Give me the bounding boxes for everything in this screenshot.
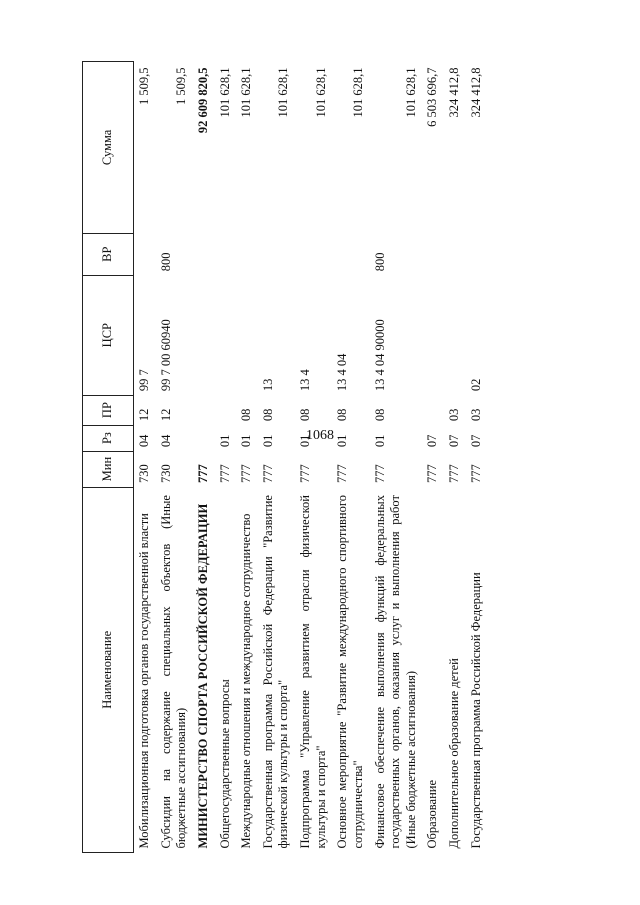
cell-sum: 1 509,5 [174, 67, 189, 105]
cell-csr: 99 7 00 60940 [158, 319, 173, 392]
cell-vr [215, 233, 237, 275]
cell-name: Образование [425, 779, 440, 849]
table-row [422, 62, 444, 853]
table-row [236, 62, 258, 853]
cell-pr: 08 [372, 408, 387, 422]
table-row [295, 62, 332, 853]
cell-rz: 01 [260, 434, 275, 448]
cell-min: 777 [447, 464, 461, 484]
table-row [444, 62, 466, 853]
cell-pr [422, 395, 444, 425]
cell-min: 730 [137, 464, 151, 484]
cell-vr [332, 233, 369, 275]
cell-vr [193, 233, 215, 275]
cell-name: Субсидии на содержание специальных объектов (Иные бюджетные ассигнования) [158, 495, 189, 849]
cell-sum: 1 509,5 [137, 67, 151, 105]
table-row [215, 62, 237, 853]
cell-min: 730 [158, 464, 173, 484]
header-pr: ПР [83, 395, 134, 425]
table-row [134, 62, 156, 853]
table-header-row [83, 62, 134, 853]
table-row [193, 62, 215, 853]
cell-vr [466, 233, 488, 275]
header-name: Наименование [83, 487, 134, 852]
cell-csr [444, 275, 466, 395]
cell-rz: 01 [372, 434, 387, 448]
cell-min: 777 [468, 464, 483, 484]
cell-rz: 07 [447, 434, 461, 448]
table-row [466, 62, 488, 853]
header-csr: ЦСР [83, 275, 134, 395]
header-min: Мин [83, 451, 134, 487]
cell-vr [295, 233, 332, 275]
cell-csr: 13 4 04 [335, 353, 350, 392]
cell-vr: 800 [372, 252, 387, 272]
cell-csr [422, 275, 444, 395]
cell-csr: 13 4 [298, 369, 312, 392]
cell-pr: 08 [298, 408, 312, 422]
header-vr: ВР [83, 233, 134, 275]
cell-pr: 08 [260, 408, 275, 422]
cell-vr [134, 233, 156, 275]
cell-vr [258, 233, 295, 275]
cell-csr: 02 [468, 378, 483, 392]
cell-rz [193, 425, 215, 451]
cell-sum: 324 412,8 [447, 67, 461, 118]
table-row [332, 62, 369, 853]
cell-name: Финансовое обеспечение выполнения функций федеральных государственных органов, оказания услуг и выполнения работ (Иные бюджетные ассигнования) [372, 495, 418, 849]
header-rz: Рз [83, 425, 134, 451]
cell-min: 777 [425, 464, 440, 484]
cell-name: Подпрограмма "Управление развитием отрасли физической культуры и спорта" [298, 495, 328, 849]
cell-name: Государственная программа Российской Федерации [468, 572, 483, 849]
header-sum: Сумма [83, 62, 134, 234]
cell-csr [215, 275, 237, 395]
cell-rz: 07 [468, 434, 483, 448]
cell-min: 777 [335, 464, 350, 484]
cell-min: 777 [372, 464, 387, 484]
cell-csr: 13 [260, 378, 275, 392]
cell-rz: 01 [298, 434, 312, 448]
cell-name: Мобилизационная подготовка органов государственной власти [137, 513, 151, 849]
cell-pr: 12 [137, 408, 151, 422]
cell-sum: 101 628,1 [350, 67, 365, 118]
cell-rz: 01 [217, 434, 232, 448]
cell-pr [215, 395, 237, 425]
cell-name: Государственная программа Российской Федерации "Развитие физической культуры и спорта" [260, 495, 291, 849]
cell-rz: 04 [137, 434, 151, 448]
table-row [258, 62, 295, 853]
rotated-page [82, 61, 584, 853]
cell-name: Общегосударственные вопросы [217, 679, 232, 849]
cell-sum: 101 628,1 [217, 67, 232, 118]
cell-pr: 03 [468, 408, 483, 422]
cell-sum: 101 628,1 [239, 67, 254, 118]
cell-pr: 08 [239, 408, 254, 422]
cell-csr: 99 7 [137, 369, 151, 392]
cell-sum: 101 628,1 [276, 67, 291, 118]
page-number: 1068 [306, 428, 334, 443]
cell-csr [236, 275, 258, 395]
cell-vr [422, 233, 444, 275]
cell-rz: 04 [158, 434, 173, 448]
cell-name: Дополнительное образование детей [447, 658, 461, 849]
cell-min: 777 [239, 464, 254, 484]
cell-min: 777 [195, 464, 210, 484]
cell-min: 777 [298, 464, 312, 484]
budget-table [82, 61, 487, 853]
cell-vr: 800 [158, 252, 173, 272]
cell-name: Международные отношения и международное сотрудничество [239, 513, 254, 849]
cell-sum: 101 628,1 [313, 67, 328, 118]
cell-pr: 12 [158, 408, 173, 422]
cell-csr: 13 4 04 90000 [372, 319, 387, 392]
cell-min: 777 [260, 464, 275, 484]
cell-pr: 08 [335, 408, 350, 422]
cell-pr [193, 395, 215, 425]
cell-vr [236, 233, 258, 275]
cell-csr [193, 275, 215, 395]
cell-rz: 01 [239, 434, 254, 448]
cell-rz: 01 [335, 434, 350, 448]
cell-rz: 07 [425, 434, 440, 448]
cell-sum: 101 628,1 [403, 67, 418, 118]
cell-min: 777 [217, 464, 232, 484]
cell-sum: 324 412,8 [468, 67, 483, 118]
table-row [370, 62, 423, 853]
cell-pr: 03 [447, 408, 461, 422]
table-row [156, 62, 193, 853]
cell-name: МИНИСТЕРСТВО СПОРТА РОССИЙСКОЙ ФЕДЕРАЦИИ [195, 503, 210, 849]
cell-vr [444, 233, 466, 275]
cell-name: Основное мероприятие "Развитие международного спортивного сотрудничества" [335, 495, 365, 849]
cell-sum: 6 503 696,7 [425, 67, 440, 127]
cell-sum: 92 609 820,5 [195, 67, 210, 134]
